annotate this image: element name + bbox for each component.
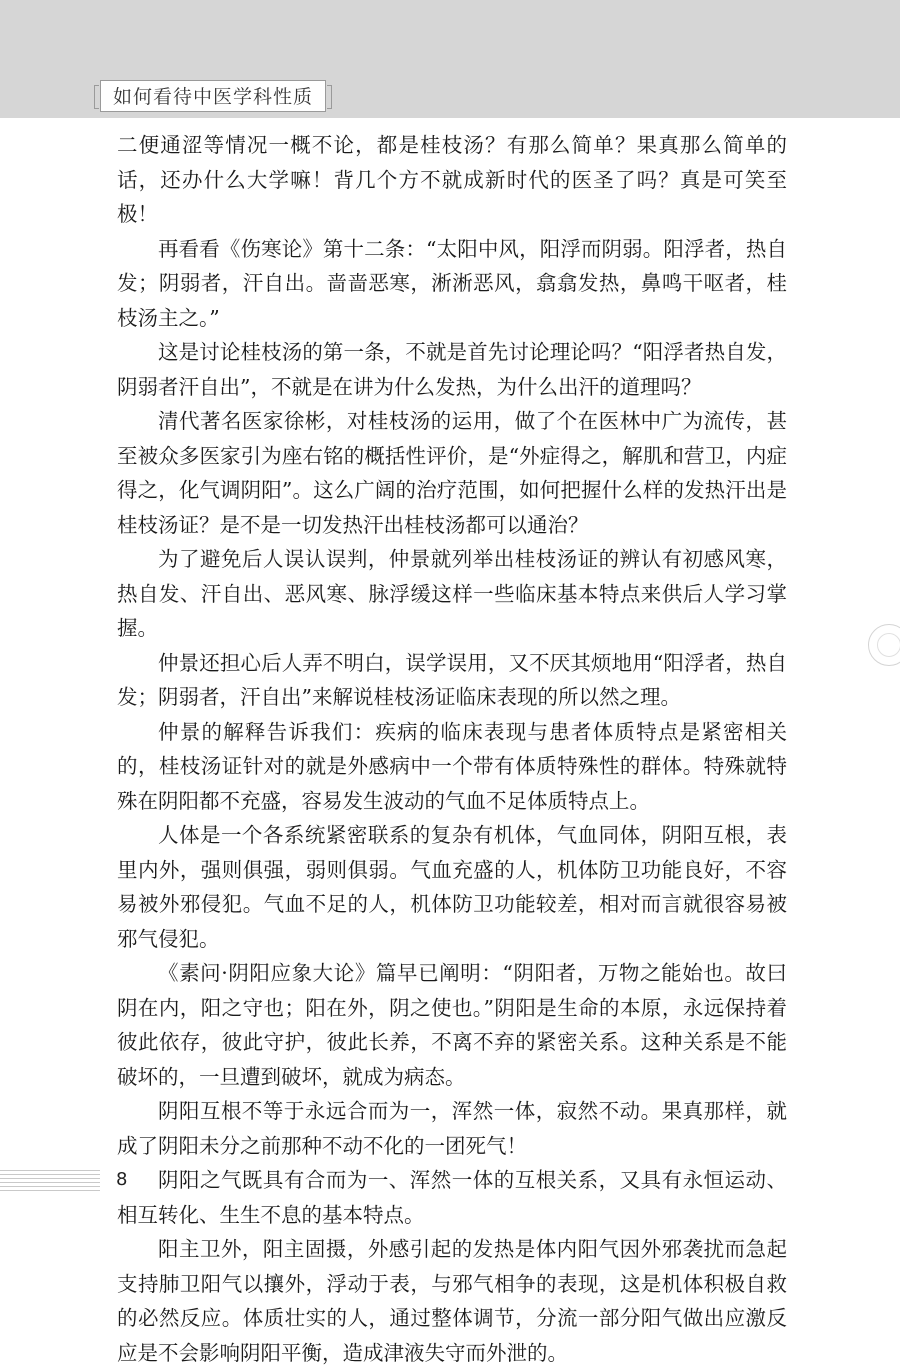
paragraph: 再看看《伤寒论》第十二条：“太阳中风，阳浮而阴弱。阳浮者，热自发；阴弱者，汗自出。啬啬恶寒，淅淅恶风，翕翕发热，鼻鸣干呕者，桂枝汤主之。” <box>117 236 787 330</box>
paragraph: 仲景的解释告诉我们：疾病的临床表现与患者体质特点是紧密相关的，桂枝汤证针对的就是外感病中一个带有体质特殊性的群体。特殊就特殊在阴阳都不充盛，容易发生波动的气血不足体质特点上。 <box>117 719 787 813</box>
paragraph: 二便通涩等情况一概不论，都是桂枝汤？有那么简单？果真那么简单的话，还办什么大学嘛！背几个方不就成新时代的医圣了吗？真是可笑至极！ <box>117 133 787 226</box>
paragraph: 阴阳互根不等于永远合而为一，浑然一体，寂然不动。果真那样，就成了阴阳未分之前那种不动不化的一团死气！ <box>117 1099 787 1158</box>
paragraph: 《素问·阴阳应象大论》篇早已阐明：“阴阳者，万物之能始也。故曰阴在内，阳之守也；阳在外，阴之使也。”阴阳是生命的本原，永远保持着彼此依存，彼此守护，彼此长养，不离不弃的紧密关系。这种关系是不能破坏的，一旦遭到破坏，就成为病态。 <box>117 961 787 1089</box>
paragraph: 仲景还担心后人弄不明白，误学误用，又不厌其烦地用“阳浮者，热自发；阴弱者，汗自出”来解说桂枝汤证临床表现的所以然之理。 <box>117 650 787 709</box>
footer-decoration <box>0 1170 100 1194</box>
page-number: 8 <box>116 1169 128 1190</box>
body-text <box>117 128 787 1370</box>
side-emblem-icon <box>868 624 900 666</box>
paragraph: 为了避免后人误认误判，仲景就列举出桂枝汤证的辨认有初感风寒，热自发、汗自出、恶风寒、脉浮缓这样一些临床基本特点来供后人学习掌握。 <box>117 547 787 640</box>
paragraph: 这是讨论桂枝汤的第一条，不就是首先讨论理论吗？“阳浮者热自发，阴弱者汗自出”，不就是在讲为什么发热，为什么出汗的道理吗？ <box>117 340 787 399</box>
paragraph: 阴阳之气既具有合而为一、浑然一体的互根关系，又具有永恒运动、相互转化、生生不息的基本特点。 <box>117 1168 787 1227</box>
paragraph: 人体是一个各系统紧密联系的复杂有机体，气血同体，阴阳互根，表里内外，强则俱强，弱则俱弱。气血充盛的人，机体防卫功能良好，不容易被外邪侵犯。气血不足的人，机体防卫功能较差，相对而言就很容易被邪气侵犯。 <box>117 823 787 951</box>
paragraph: 清代著名医家徐彬，对桂枝汤的运用，做了个在医林中广为流传，甚至被众多医家引为座右铭的概括性评价，是“外症得之，解肌和营卫，内症得之，化气调阴阳”。这么广阔的治疗范围，如何把握什么样的发热汗出是桂枝汤证？是不是一切发热汗出桂枝汤都可以通治？ <box>117 409 787 537</box>
running-header: 如何看待中医学科性质 <box>100 80 326 112</box>
paragraph: 阳主卫外，阳主固摄，外感引起的发热是体内阳气因外邪袭扰而急起支持肺卫阳气以攘外，浮动于表，与邪气相争的表现，这是机体积极自救的必然反应。体质壮实的人，通过整体调节，分流一部分阳气做出应激反应是不会影响阴阳平衡，造成津液失守而外泄的。 <box>117 1237 787 1365</box>
